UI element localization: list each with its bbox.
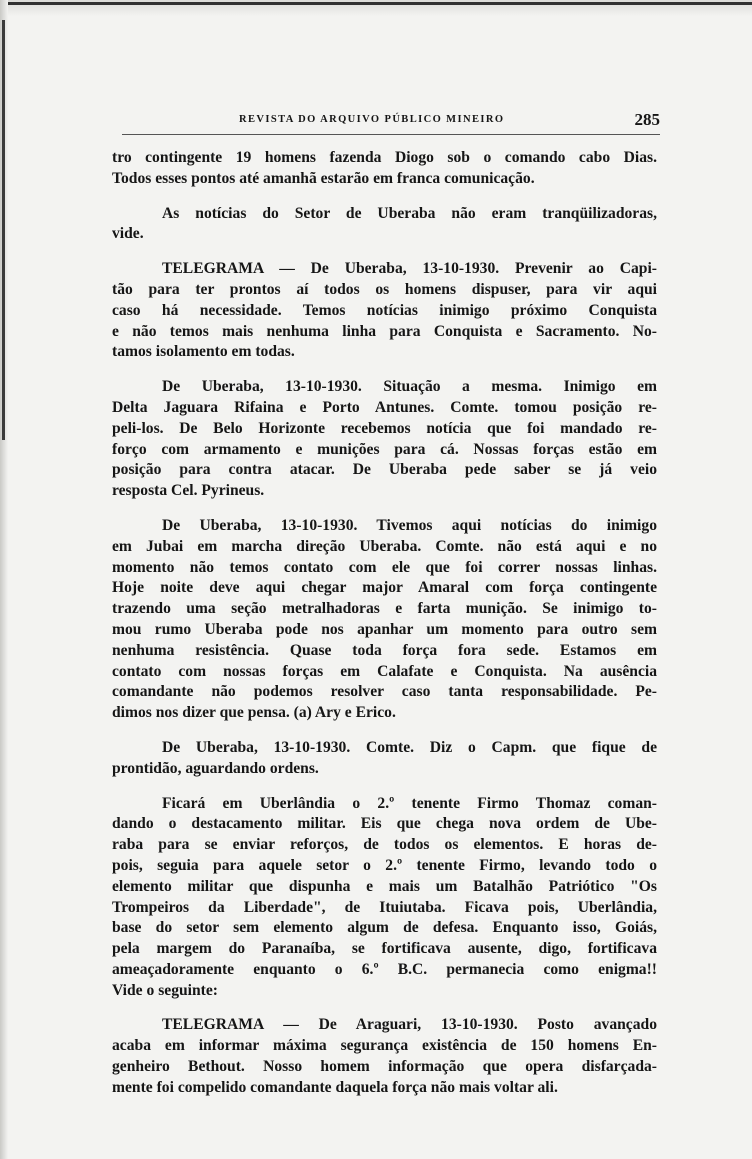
text-line: trazendo uma seção metralhadoras e farta munição. Se inimigo to- bbox=[112, 600, 657, 618]
paragraph bbox=[112, 259, 657, 363]
scan-top-line bbox=[0, 2, 752, 5]
body-text bbox=[112, 148, 657, 1113]
text-line: tão para ter prontos aí todos os homens dispuser, para vir aqui bbox=[112, 280, 657, 298]
text-line: mou rumo Uberaba pode nos apanhar um momento para outro sem bbox=[112, 620, 657, 638]
paragraph bbox=[112, 148, 657, 190]
text-line: tro contingente 19 homens fazenda Diogo sob o comando cabo Dias. bbox=[112, 149, 657, 166]
text-line: dimos nos dizer que pensa. (a) Ary e Erico. bbox=[112, 704, 396, 722]
scan-left-line bbox=[2, 20, 5, 440]
text-line: ameaçadoramente enquanto o 6.º B.C. permanecia como enigma!! bbox=[112, 960, 657, 978]
text-line: tamos isolamento em todas. bbox=[112, 343, 295, 361]
text-line: Todos esses pontos até amanhã estarão em franca comunicação. bbox=[112, 169, 535, 187]
text-line: raba para se enviar reforços, de todos os elementos. E horas de- bbox=[112, 836, 657, 854]
paragraph bbox=[112, 1015, 657, 1098]
text-line: posição para contra atacar. De Uberaba pede saber se já veio bbox=[112, 461, 657, 479]
text-line: De Uberaba, 13-10-1930. Comte. Diz o Capm. que fique de bbox=[162, 738, 657, 756]
text-line: Trompeiros da Liberdade", de Ituiutaba. Ficava pois, Uberlândia, bbox=[112, 898, 657, 916]
text-line: em Jubai em marcha direção Uberaba. Comte. não está aqui e no bbox=[112, 537, 657, 555]
text-line: momento não temos contato com ele que foi correr nossas linhas. bbox=[112, 558, 657, 576]
paragraph bbox=[112, 738, 657, 780]
text-line: acaba em informar máxima segurança existência de 150 homens En- bbox=[112, 1037, 657, 1055]
text-line: vide. bbox=[112, 225, 144, 243]
paragraph bbox=[112, 516, 657, 724]
text-line: TELEGRAMA — De Araguari, 13-10-1930. Posto avançado bbox=[162, 1016, 657, 1034]
paragraph bbox=[112, 204, 657, 246]
text-line: caso há necessidade. Temos notícias inimigo próximo Conquista bbox=[112, 301, 657, 319]
text-line: comandante não podemos resolver caso tanta responsabilidade. Pe- bbox=[112, 683, 657, 701]
text-line: base do setor sem elemento algum de defesa. Enquanto isso, Goiás, bbox=[112, 919, 657, 937]
text-line: mente foi compelido comandante daquela força não mais voltar ali. bbox=[112, 1078, 558, 1096]
text-line: e não temos mais nenhuma linha para Conquista e Sacramento. No- bbox=[112, 322, 657, 340]
text-line: TELEGRAMA — De Uberaba, 13-10-1930. Prevenir ao Capi- bbox=[162, 260, 657, 278]
page-number: 285 bbox=[634, 110, 660, 129]
text-line: Ficará em Uberlândia o 2.º tenente Firmo Thomaz coman- bbox=[162, 794, 657, 812]
text-line: forço com armamento e munições para cá. Nossas forças estão em bbox=[112, 440, 657, 458]
header-rule bbox=[122, 134, 660, 135]
text-line: Hoje noite deve aqui chegar major Amaral com força contingente bbox=[112, 579, 657, 597]
text-line: contato com nossas forças em Calafate e Conquista. Na ausência bbox=[112, 662, 657, 680]
text-line: pela margem do Paranaíba, se fortificava ausente, digo, fortificava bbox=[112, 940, 657, 958]
text-line: Delta Jaguara Rifaina e Porto Antunes. Comte. tomou posição re- bbox=[112, 398, 657, 416]
paragraph bbox=[112, 794, 657, 1002]
paragraph bbox=[112, 377, 657, 502]
text-line: nenhuma resistência. Quase toda força fora sede. Estamos em bbox=[112, 641, 657, 659]
text-line: De Uberaba, 13-10-1930. Tivemos aqui notícias do inimigo bbox=[162, 516, 657, 534]
text-line: De Uberaba, 13-10-1930. Situação a mesma. Inimigo em bbox=[162, 378, 657, 396]
text-line: elemento militar que dispunha e mais um Batalhão Patriótico "Os bbox=[112, 877, 657, 895]
text-line: peli-los. De Belo Horizonte recebemos notícia que foi mandado re- bbox=[112, 419, 657, 437]
running-title: REVISTA DO ARQUIVO PÚBLICO MINEIRO bbox=[239, 114, 505, 125]
text-line: As notícias do Setor de Uberaba não eram tranqüilizadoras, bbox=[162, 204, 657, 222]
text-line: genheiro Bethout. Nosso homem informação que opera disfarçada- bbox=[112, 1058, 657, 1076]
text-line: pois, seguia para aquele setor o 2.º tenente Firmo, levando todo o bbox=[112, 856, 657, 874]
page-header bbox=[112, 110, 660, 134]
text-line: Vide o seguinte: bbox=[112, 981, 218, 999]
text-line: dando o destacamento militar. Eis que chega nova ordem de Ube- bbox=[112, 815, 657, 833]
text-line: resposta Cel. Pyrineus. bbox=[112, 482, 265, 500]
text-line: prontidão, aguardando ordens. bbox=[112, 759, 319, 777]
